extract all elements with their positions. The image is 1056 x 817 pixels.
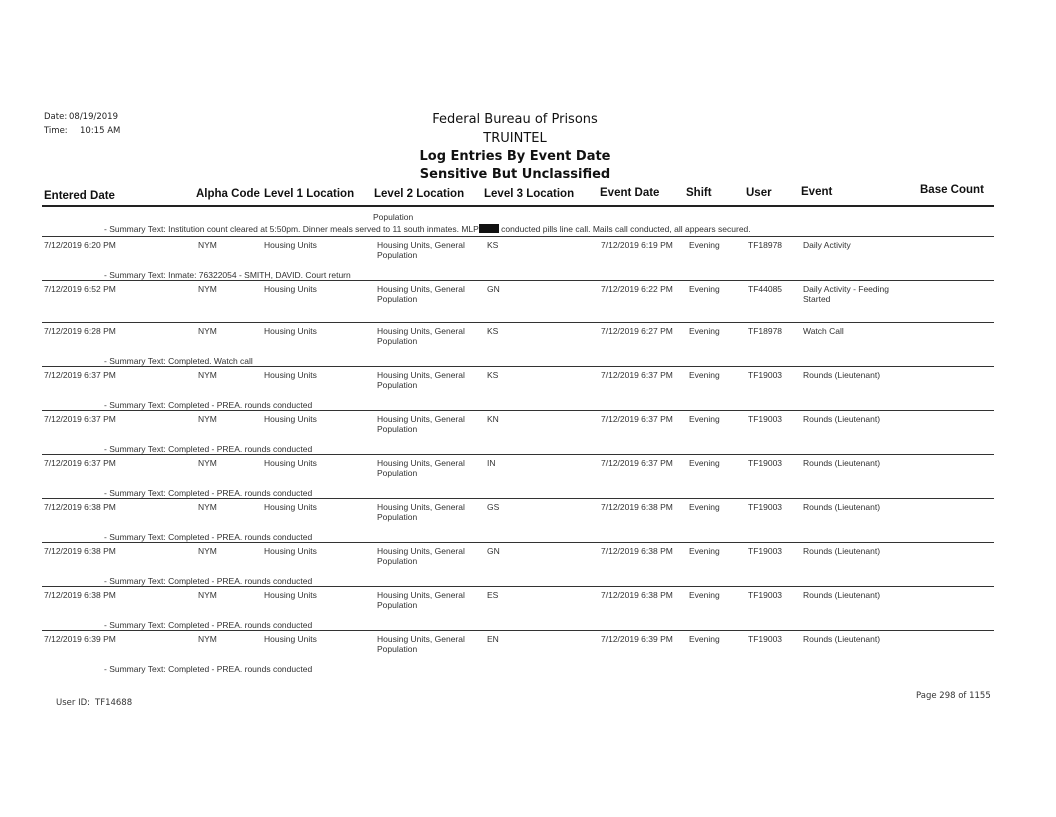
row-event: Daily Activity — [803, 240, 851, 250]
row-level2-location: Housing Units, General Population — [377, 458, 465, 478]
row-user: TF44085 — [748, 284, 783, 294]
row-user: TF19003 — [748, 370, 783, 380]
time-value: 10:15 AM — [80, 126, 121, 136]
row-event-date: 7/12/2019 6:38 PM — [601, 546, 673, 556]
row-alpha-code: NYM — [198, 370, 217, 380]
row-level2-location: Housing Units, General Population — [377, 240, 465, 260]
row-alpha-code: NYM — [198, 414, 217, 424]
row-level1-location: Housing Units — [264, 634, 317, 644]
date-label: Date: — [44, 112, 68, 122]
row-alpha-code: NYM — [198, 634, 217, 644]
row-divider — [42, 630, 994, 631]
row-summary-text: - Summary Text: Completed - PREA. rounds conducted — [104, 620, 313, 630]
row-level1-location: Housing Units — [264, 546, 317, 556]
row-entered-date: 7/12/2019 6:38 PM — [44, 502, 116, 512]
row-level2-location: Housing Units, General Population — [377, 634, 465, 654]
col-header-event-date: Event Date — [600, 187, 660, 199]
col-header-event: Event — [801, 186, 833, 198]
row-entered-date: 7/12/2019 6:38 PM — [44, 590, 116, 600]
row-shift: Evening — [689, 546, 720, 556]
row-summary-text: - Summary Text: Completed. Watch call — [104, 356, 253, 366]
report-classification: Sensitive But Unclassified — [419, 167, 611, 182]
row-user: TF19003 — [748, 590, 783, 600]
row-summary-text: - Summary Text: Completed - PREA. rounds conducted — [104, 664, 313, 674]
row-level3-location: KN — [487, 414, 499, 424]
row-shift: Evening — [689, 240, 720, 250]
row-user: TF18978 — [748, 326, 783, 336]
date-value: 08/19/2019 — [69, 112, 118, 122]
row-event: Rounds (Lieutenant) — [803, 590, 881, 600]
row-shift: Evening — [689, 590, 720, 600]
row-event: Rounds (Lieutenant) — [803, 370, 881, 380]
row-level2-location: Housing Units, General Population — [377, 370, 465, 390]
time-label: Time: — [44, 126, 68, 136]
row-event-date: 7/12/2019 6:38 PM — [601, 590, 673, 600]
carryover-summary-after: conducted pills line call. Mails call conducted, all appears secured. — [498, 224, 751, 234]
row-entered-date: 7/12/2019 6:28 PM — [44, 326, 116, 336]
row-summary-text: - Summary Text: Completed - PREA. rounds conducted — [104, 576, 313, 586]
row-event-date: 7/12/2019 6:38 PM — [601, 502, 673, 512]
row-event-date: 7/12/2019 6:19 PM — [601, 240, 673, 250]
row-user: TF19003 — [748, 414, 783, 424]
carryover-summary — [104, 224, 751, 234]
row-summary-text: - Summary Text: Inmate: 76322054 - SMITH, DAVID. Court return — [104, 270, 351, 280]
row-shift: Evening — [689, 326, 720, 336]
row-shift: Evening — [689, 634, 720, 644]
row-level2-location: Housing Units, General Population — [377, 414, 465, 434]
row-level3-location: KS — [487, 240, 499, 250]
header-rule — [42, 205, 994, 207]
user-id-value: TF14688 — [95, 698, 133, 708]
carryover-summary-before: - Summary Text: Institution count cleared at 5:50pm. Dinner meals served to 11 south inmates. MLP — [104, 224, 479, 234]
row-level1-location: Housing Units — [264, 370, 317, 380]
row-alpha-code: NYM — [198, 502, 217, 512]
row-level2-location: Housing Units, General Population — [377, 546, 465, 566]
row-entered-date: 7/12/2019 6:20 PM — [44, 240, 116, 250]
row-level3-location: GS — [487, 502, 500, 512]
col-header-alpha-code: Alpha Code — [196, 188, 260, 200]
row-level3-location: EN — [487, 634, 499, 644]
row-event-date: 7/12/2019 6:37 PM — [601, 414, 673, 424]
row-divider — [42, 498, 994, 499]
row-entered-date: 7/12/2019 6:52 PM — [44, 284, 116, 294]
report-agency: Federal Bureau of Prisons — [432, 112, 598, 127]
report-title: Log Entries By Event Date — [419, 149, 611, 164]
col-header-level3: Level 3 Location — [484, 188, 575, 200]
row-level1-location: Housing Units — [264, 240, 317, 250]
col-header-level2: Level 2 Location — [374, 188, 465, 200]
row-user: TF19003 — [748, 634, 783, 644]
row-level1-location: Housing Units — [264, 326, 317, 336]
row-event-date: 7/12/2019 6:22 PM — [601, 284, 673, 294]
row-event-date: 7/12/2019 6:37 PM — [601, 458, 673, 468]
row-level1-location: Housing Units — [264, 502, 317, 512]
row-divider — [42, 322, 994, 323]
row-level1-location: Housing Units — [264, 458, 317, 468]
row-entered-date: 7/12/2019 6:38 PM — [44, 546, 116, 556]
row-divider — [42, 542, 994, 543]
col-header-base-count: Base Count — [920, 184, 984, 196]
row-alpha-code: NYM — [198, 326, 217, 336]
row-divider — [42, 366, 994, 367]
col-header-user: User — [746, 187, 772, 199]
row-entered-date: 7/12/2019 6:37 PM — [44, 414, 116, 424]
row-event-date: 7/12/2019 6:39 PM — [601, 634, 673, 644]
row-summary-text: - Summary Text: Completed - PREA. rounds conducted — [104, 444, 313, 454]
row-shift: Evening — [689, 458, 720, 468]
row-event: Daily Activity - Feeding Started — [803, 284, 889, 304]
page-number: Page 298 of 1155 — [916, 691, 991, 701]
user-id-label: User ID: — [56, 698, 90, 708]
row-event: Rounds (Lieutenant) — [803, 546, 881, 556]
row-divider — [42, 236, 994, 237]
row-shift: Evening — [689, 370, 720, 380]
row-event: Rounds (Lieutenant) — [803, 458, 881, 468]
row-summary-text: - Summary Text: Completed - PREA. rounds conducted — [104, 400, 313, 410]
row-divider — [42, 280, 994, 281]
row-level2-location: Housing Units, General Population — [377, 590, 465, 610]
row-event: Watch Call — [803, 326, 844, 336]
row-level3-location: KS — [487, 370, 499, 380]
row-summary-text: - Summary Text: Completed - PREA. rounds conducted — [104, 488, 313, 498]
row-level2-location: Housing Units, General Population — [377, 326, 465, 346]
row-level2-location: Housing Units, General Population — [377, 502, 465, 522]
row-level3-location: GN — [487, 284, 500, 294]
row-entered-date: 7/12/2019 6:37 PM — [44, 458, 116, 468]
row-alpha-code: NYM — [198, 590, 217, 600]
row-divider — [42, 454, 994, 455]
row-user: TF19003 — [748, 458, 783, 468]
report-system: TRUINTEL — [483, 131, 547, 146]
row-event-date: 7/12/2019 6:27 PM — [601, 326, 673, 336]
row-level3-location: IN — [487, 458, 496, 468]
col-header-entered-date: Entered Date — [44, 190, 115, 202]
row-level1-location: Housing Units — [264, 590, 317, 600]
redaction-block — [479, 224, 499, 233]
col-header-level1: Level 1 Location — [264, 188, 355, 200]
row-user: TF19003 — [748, 502, 783, 512]
row-user: TF18978 — [748, 240, 783, 250]
row-level2-location: Housing Units, General Population — [377, 284, 465, 304]
row-alpha-code: NYM — [198, 546, 217, 556]
row-level3-location: GN — [487, 546, 500, 556]
row-user: TF19003 — [748, 546, 783, 556]
row-summary-text: - Summary Text: Completed - PREA. rounds conducted — [104, 532, 313, 542]
col-header-shift: Shift — [686, 187, 712, 199]
row-event: Rounds (Lieutenant) — [803, 502, 881, 512]
row-shift: Evening — [689, 284, 720, 294]
row-event-date: 7/12/2019 6:37 PM — [601, 370, 673, 380]
row-entered-date: 7/12/2019 6:39 PM — [44, 634, 116, 644]
row-event: Rounds (Lieutenant) — [803, 414, 881, 424]
row-level3-location: KS — [487, 326, 499, 336]
row-shift: Evening — [689, 502, 720, 512]
row-entered-date: 7/12/2019 6:37 PM — [44, 370, 116, 380]
row-alpha-code: NYM — [198, 240, 217, 250]
row-event: Rounds (Lieutenant) — [803, 634, 881, 644]
row-level3-location: ES — [487, 590, 499, 600]
row-divider — [42, 410, 994, 411]
row-alpha-code: NYM — [198, 458, 217, 468]
carryover-population: Population — [373, 212, 414, 222]
row-alpha-code: NYM — [198, 284, 217, 294]
row-level1-location: Housing Units — [264, 284, 317, 294]
row-divider — [42, 586, 994, 587]
row-shift: Evening — [689, 414, 720, 424]
row-level1-location: Housing Units — [264, 414, 317, 424]
